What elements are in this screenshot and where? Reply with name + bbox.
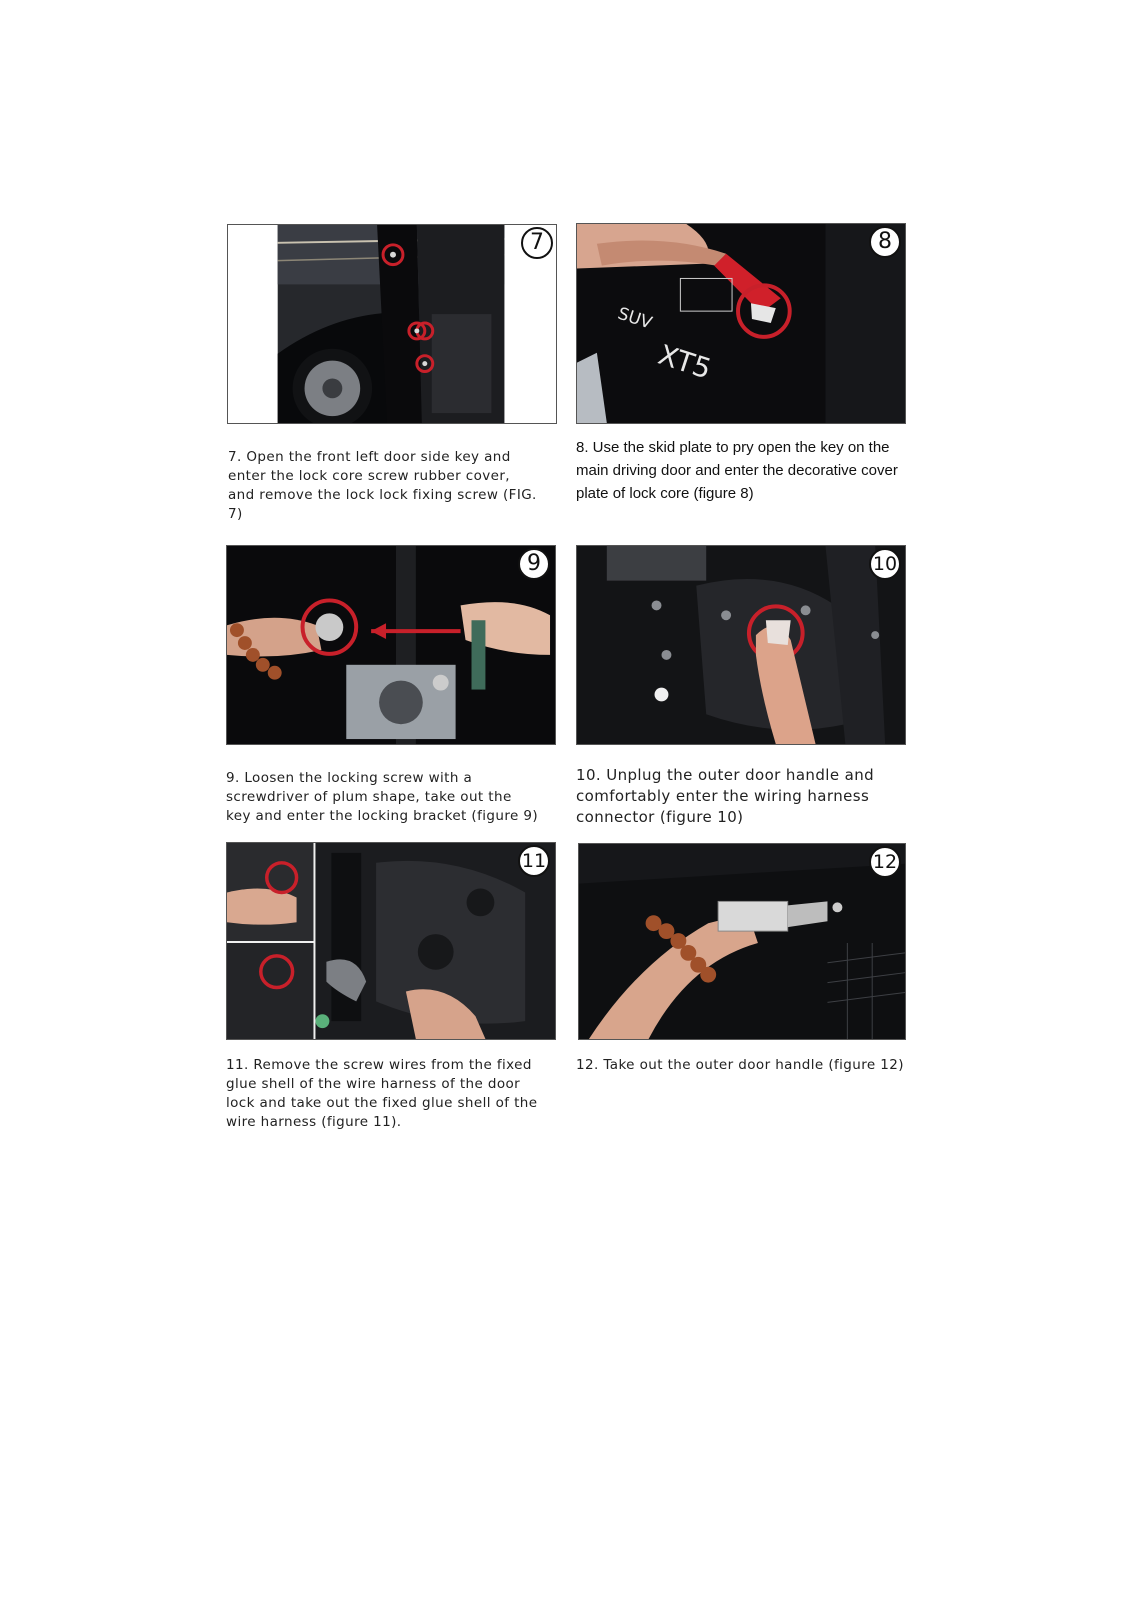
figure-12-photo	[578, 843, 906, 1040]
figure-8-number-badge: 8	[869, 226, 901, 258]
figure-11-photo	[226, 842, 556, 1040]
step-11-caption: 11. Remove the screw wires from the fixed glue shell of the wire harness of the door lock and take out the fixed glue shell of the wire harness (figure 11).	[226, 1057, 538, 1130]
figure-10-number-badge: 10	[869, 548, 901, 580]
step-7-caption: 7. Open the front left door side key and enter the lock core screw rubber cover, and remove the lock lock fixing screw (FIG. 7)	[228, 449, 537, 522]
figure-9-photo	[226, 545, 556, 745]
figure-8-decal-model: XT5	[654, 337, 716, 386]
figure-7-number-badge: 7	[521, 227, 553, 259]
figure-8-photo	[576, 223, 906, 424]
figure-7-illustration	[228, 225, 556, 423]
figure-8-illustration	[577, 224, 905, 423]
figure-11-number-badge: 11	[518, 845, 550, 877]
step-12-caption: 12. Take out the outer door handle (figure 12)	[576, 1057, 904, 1073]
step-9-caption: 9. Loosen the locking screw with a screwdriver of plum shape, take out the key and enter the locking bracket (figure 9)	[226, 770, 539, 824]
figure-12-number-badge: 12	[869, 846, 901, 878]
figure-9-illustration	[227, 546, 555, 744]
figure-10-illustration	[577, 546, 905, 744]
figure-10-photo	[576, 545, 906, 745]
figure-8-decal-suv: SUV	[615, 302, 655, 333]
step-8-caption: 8. Use the skid plate to pry open the key on the main driving door and enter the decorative cover plate of lock core (figure 8)	[576, 439, 898, 502]
figure-11-illustration	[227, 843, 555, 1039]
figure-12-illustration	[579, 844, 905, 1039]
step-10-caption: 10. Unplug the outer door handle and comfortably enter the wiring harness connector (figure 10)	[576, 766, 875, 826]
figure-7-photo	[227, 224, 557, 424]
figure-9-number-badge: 9	[518, 548, 550, 580]
